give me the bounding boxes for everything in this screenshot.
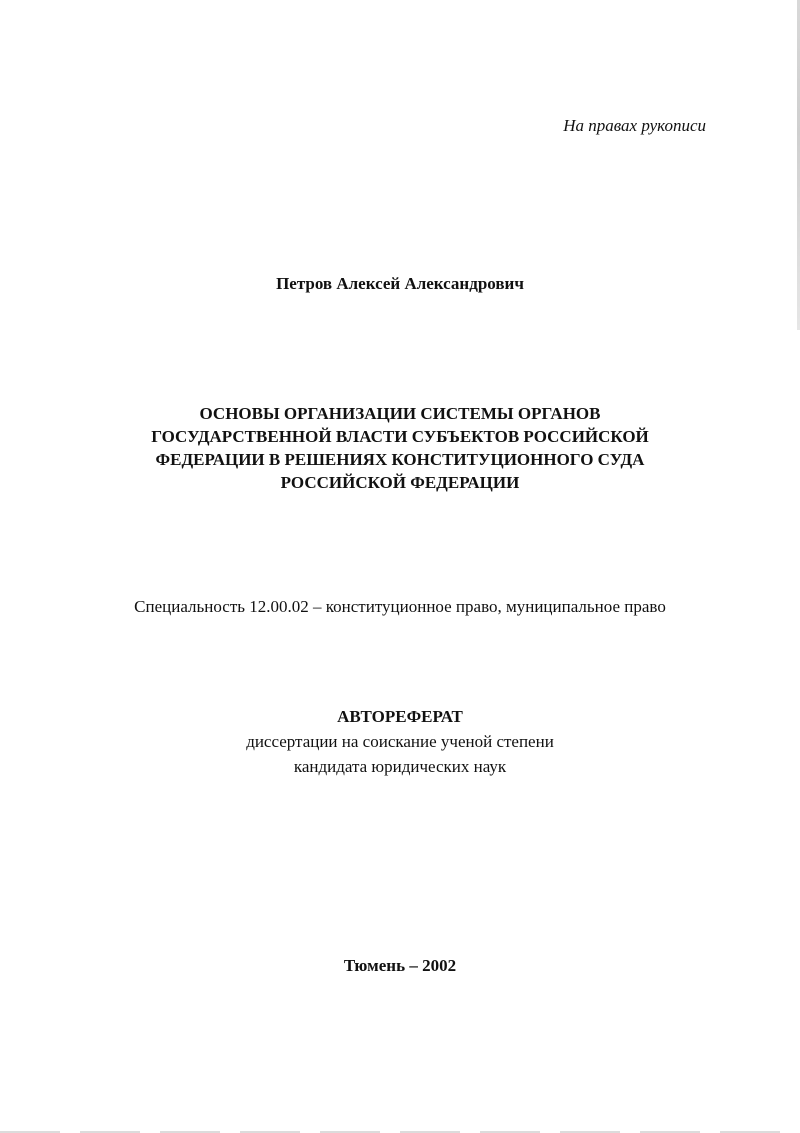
title-line: ФЕДЕРАЦИИ В РЕШЕНИЯХ КОНСТИТУЦИОННОГО СУДА xyxy=(155,450,645,469)
title-line: ГОСУДАРСТВЕННОЙ ВЛАСТИ СУБЪЕКТОВ РОССИЙСКОЙ xyxy=(151,427,649,446)
manuscript-note: На правах рукописи xyxy=(563,116,706,135)
abstract-line-degree: диссертации на соискание ученой степени xyxy=(246,732,554,751)
abstract-line-field: кандидата юридических наук xyxy=(293,757,507,776)
title-line: ОСНОВЫ ОРГАНИЗАЦИИ СИСТЕМЫ ОРГАНОВ xyxy=(199,404,601,423)
author-name: Петров Алексей Александрович xyxy=(276,274,524,293)
abstract-block xyxy=(0,704,800,779)
specialty-line: Специальность 12.00.02 – конституционное право, муниципальное право xyxy=(134,597,666,616)
abstract-label: АВТОРЕФЕРАТ xyxy=(337,707,463,726)
dissertation-title xyxy=(100,402,700,494)
title-line: РОССИЙСКОЙ ФЕДЕРАЦИИ xyxy=(280,473,520,492)
place-year: Тюмень – 2002 xyxy=(343,956,457,975)
